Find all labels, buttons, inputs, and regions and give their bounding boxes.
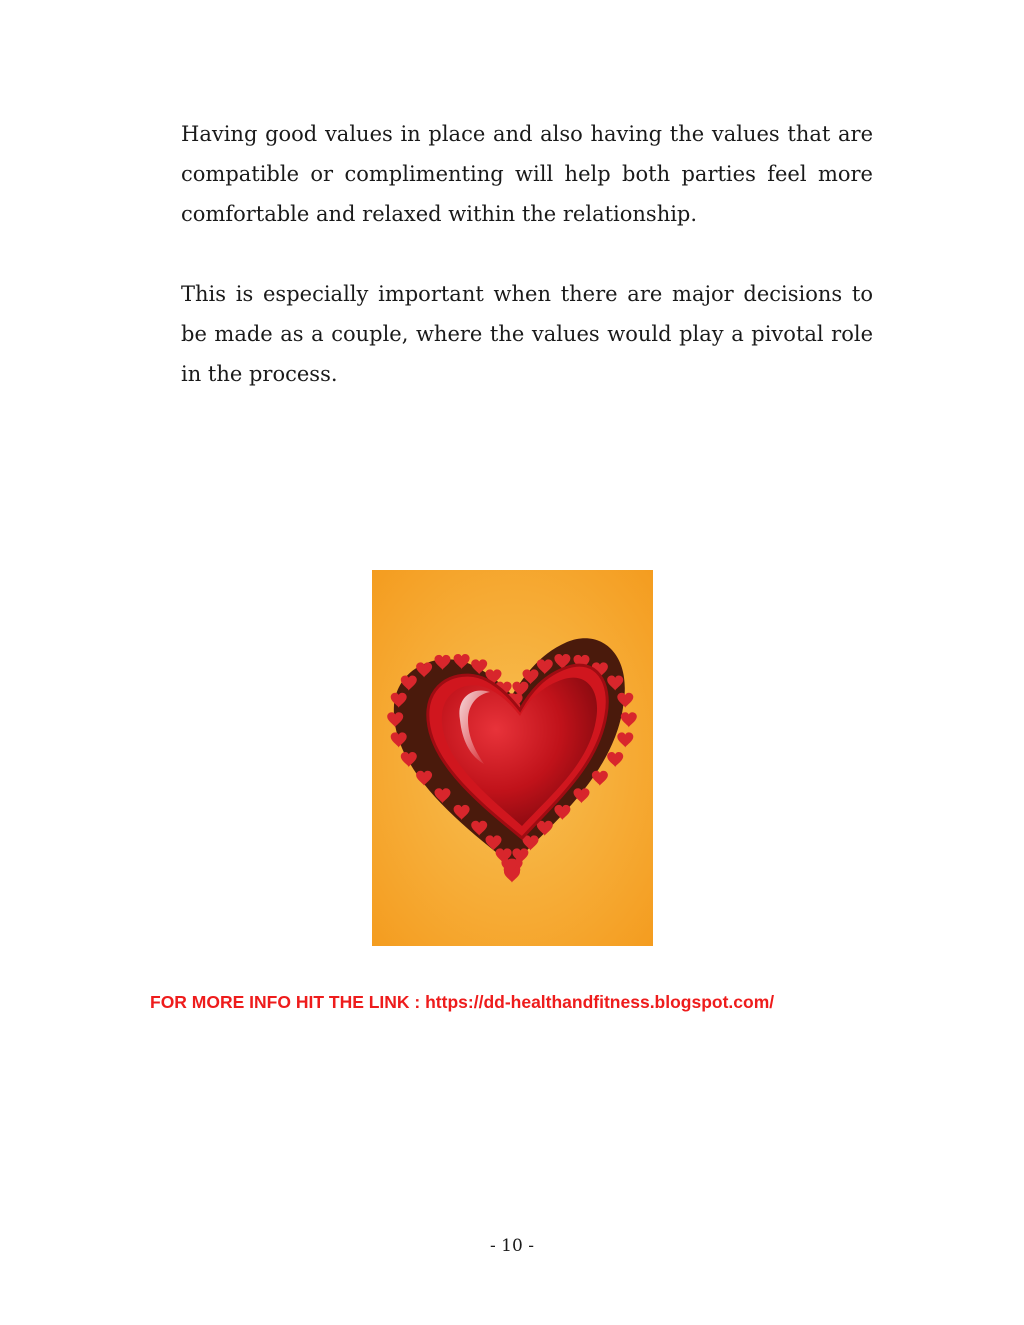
more-info-link[interactable]: FOR MORE INFO HIT THE LINK : https://dd-healthandfitness.blogspot.com/ xyxy=(150,992,775,1012)
body-paragraph-2: This is especially important when there are major decisions to be made as a couple, where the values would play a pivotal role in the process. xyxy=(181,282,873,386)
heart-icon xyxy=(372,570,653,946)
page-number: - 10 - xyxy=(490,1236,534,1256)
heart-illustration xyxy=(372,570,653,946)
body-paragraph-1: Having good values in place and also having the values that are compatible or complimenting will help both parties feel more comfortable and relaxed within the relationship. xyxy=(181,122,873,226)
